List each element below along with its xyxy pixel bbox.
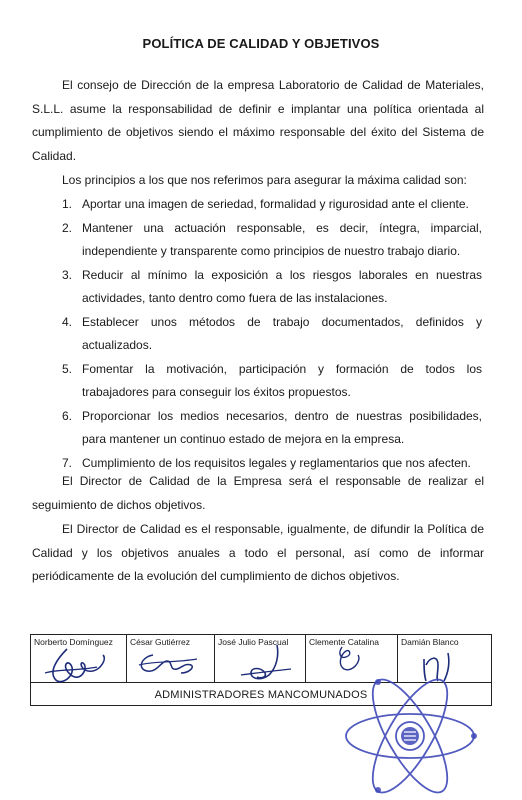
list-item-text: Aportar una imagen de seriedad, formalidad y rigurosidad ante el cliente. xyxy=(82,197,469,211)
signature-cell xyxy=(31,635,127,682)
list-item xyxy=(62,217,482,264)
signature-footer: ADMINISTRADORES MANCOMUNADOS xyxy=(154,689,368,701)
signer-name: Clemente Catalina xyxy=(309,637,379,647)
principles-list xyxy=(62,193,482,475)
list-item-number: 7. xyxy=(62,455,73,470)
document-title: POLÍTICA DE CALIDAD Y OBJETIVOS xyxy=(142,36,380,51)
list-item-number: 3. xyxy=(62,267,73,282)
closing-paragraph-2: El Director de Calidad es el responsable, igualmente, de difundir la Política de Calidad y los objetivos anuales a todo el personal, así como de informar periódicamente de la evolución del cumplimiento de dichos objetivos. xyxy=(32,522,484,583)
signature-cell xyxy=(306,635,398,682)
list-item-text: Fomentar la motivación, participación y formación de todos los trabajadores para conseguir los éxitos propuestos. xyxy=(82,361,482,399)
intro-paragraph: El consejo de Dirección de la empresa Laboratorio de Calidad de Materiales, S.L.L. asume la responsabilidad de definir e implantar una política orientada al cumplimiento de objetivos siendo el máximo responsable del éxito del Sistema de Calidad. xyxy=(32,78,484,163)
list-item-text: Reducir al mínimo la exposición a los riesgos laborales en nuestras actividades, tanto dentro como fuera de las instalaciones. xyxy=(82,267,482,305)
signature-cell xyxy=(215,635,306,682)
signer-name: Damián Blanco xyxy=(401,637,459,647)
list-item-text: Mantener una actuación responsable, es decir, íntegra, imparcial, independiente y transparente como principios de nuestro trabajo diario. xyxy=(82,220,482,258)
handwritten-signature xyxy=(37,645,117,689)
list-item-number: 2. xyxy=(62,220,73,235)
list-item xyxy=(62,358,482,405)
list-item-text: Proporcionar los medios necesarios, dentro de nuestras posibilidades, para mantener un continuo estado de mejora en la empresa. xyxy=(82,408,482,446)
closing-paragraph-1: El Director de Calidad de la Empresa será el responsable de realizar el seguimiento de dichos objetivos. xyxy=(32,474,484,512)
list-item-number: 1. xyxy=(62,197,73,211)
list-item xyxy=(62,311,482,358)
list-item-text: Establecer unos métodos de trabajo documentados, definidos y actualizados. xyxy=(82,314,482,352)
list-item xyxy=(62,405,482,452)
list-item-number: 6. xyxy=(62,408,73,423)
list-item-text: Cumplimiento de los requisitos legales y reglamentarios que nos afecten. xyxy=(82,455,471,470)
handwritten-signature xyxy=(133,645,203,681)
list-item xyxy=(62,193,482,217)
signer-name: José Julio Pascual xyxy=(218,637,289,647)
list-item-number: 4. xyxy=(62,314,73,329)
list-item-number: 5. xyxy=(62,361,73,376)
handwritten-signature xyxy=(312,645,382,681)
signature-row xyxy=(31,635,491,683)
signer-name: Norberto Domínguez xyxy=(34,637,113,647)
signer-name: César Gutiérrez xyxy=(130,637,190,647)
list-item xyxy=(62,264,482,311)
handwritten-signature xyxy=(221,645,297,685)
signature-cell xyxy=(398,635,491,682)
company-seal-icon xyxy=(340,678,480,796)
signature-cell xyxy=(127,635,215,682)
principles-lead: Los principios a los que nos referimos para asegurar la máxima calidad son: xyxy=(62,173,467,187)
